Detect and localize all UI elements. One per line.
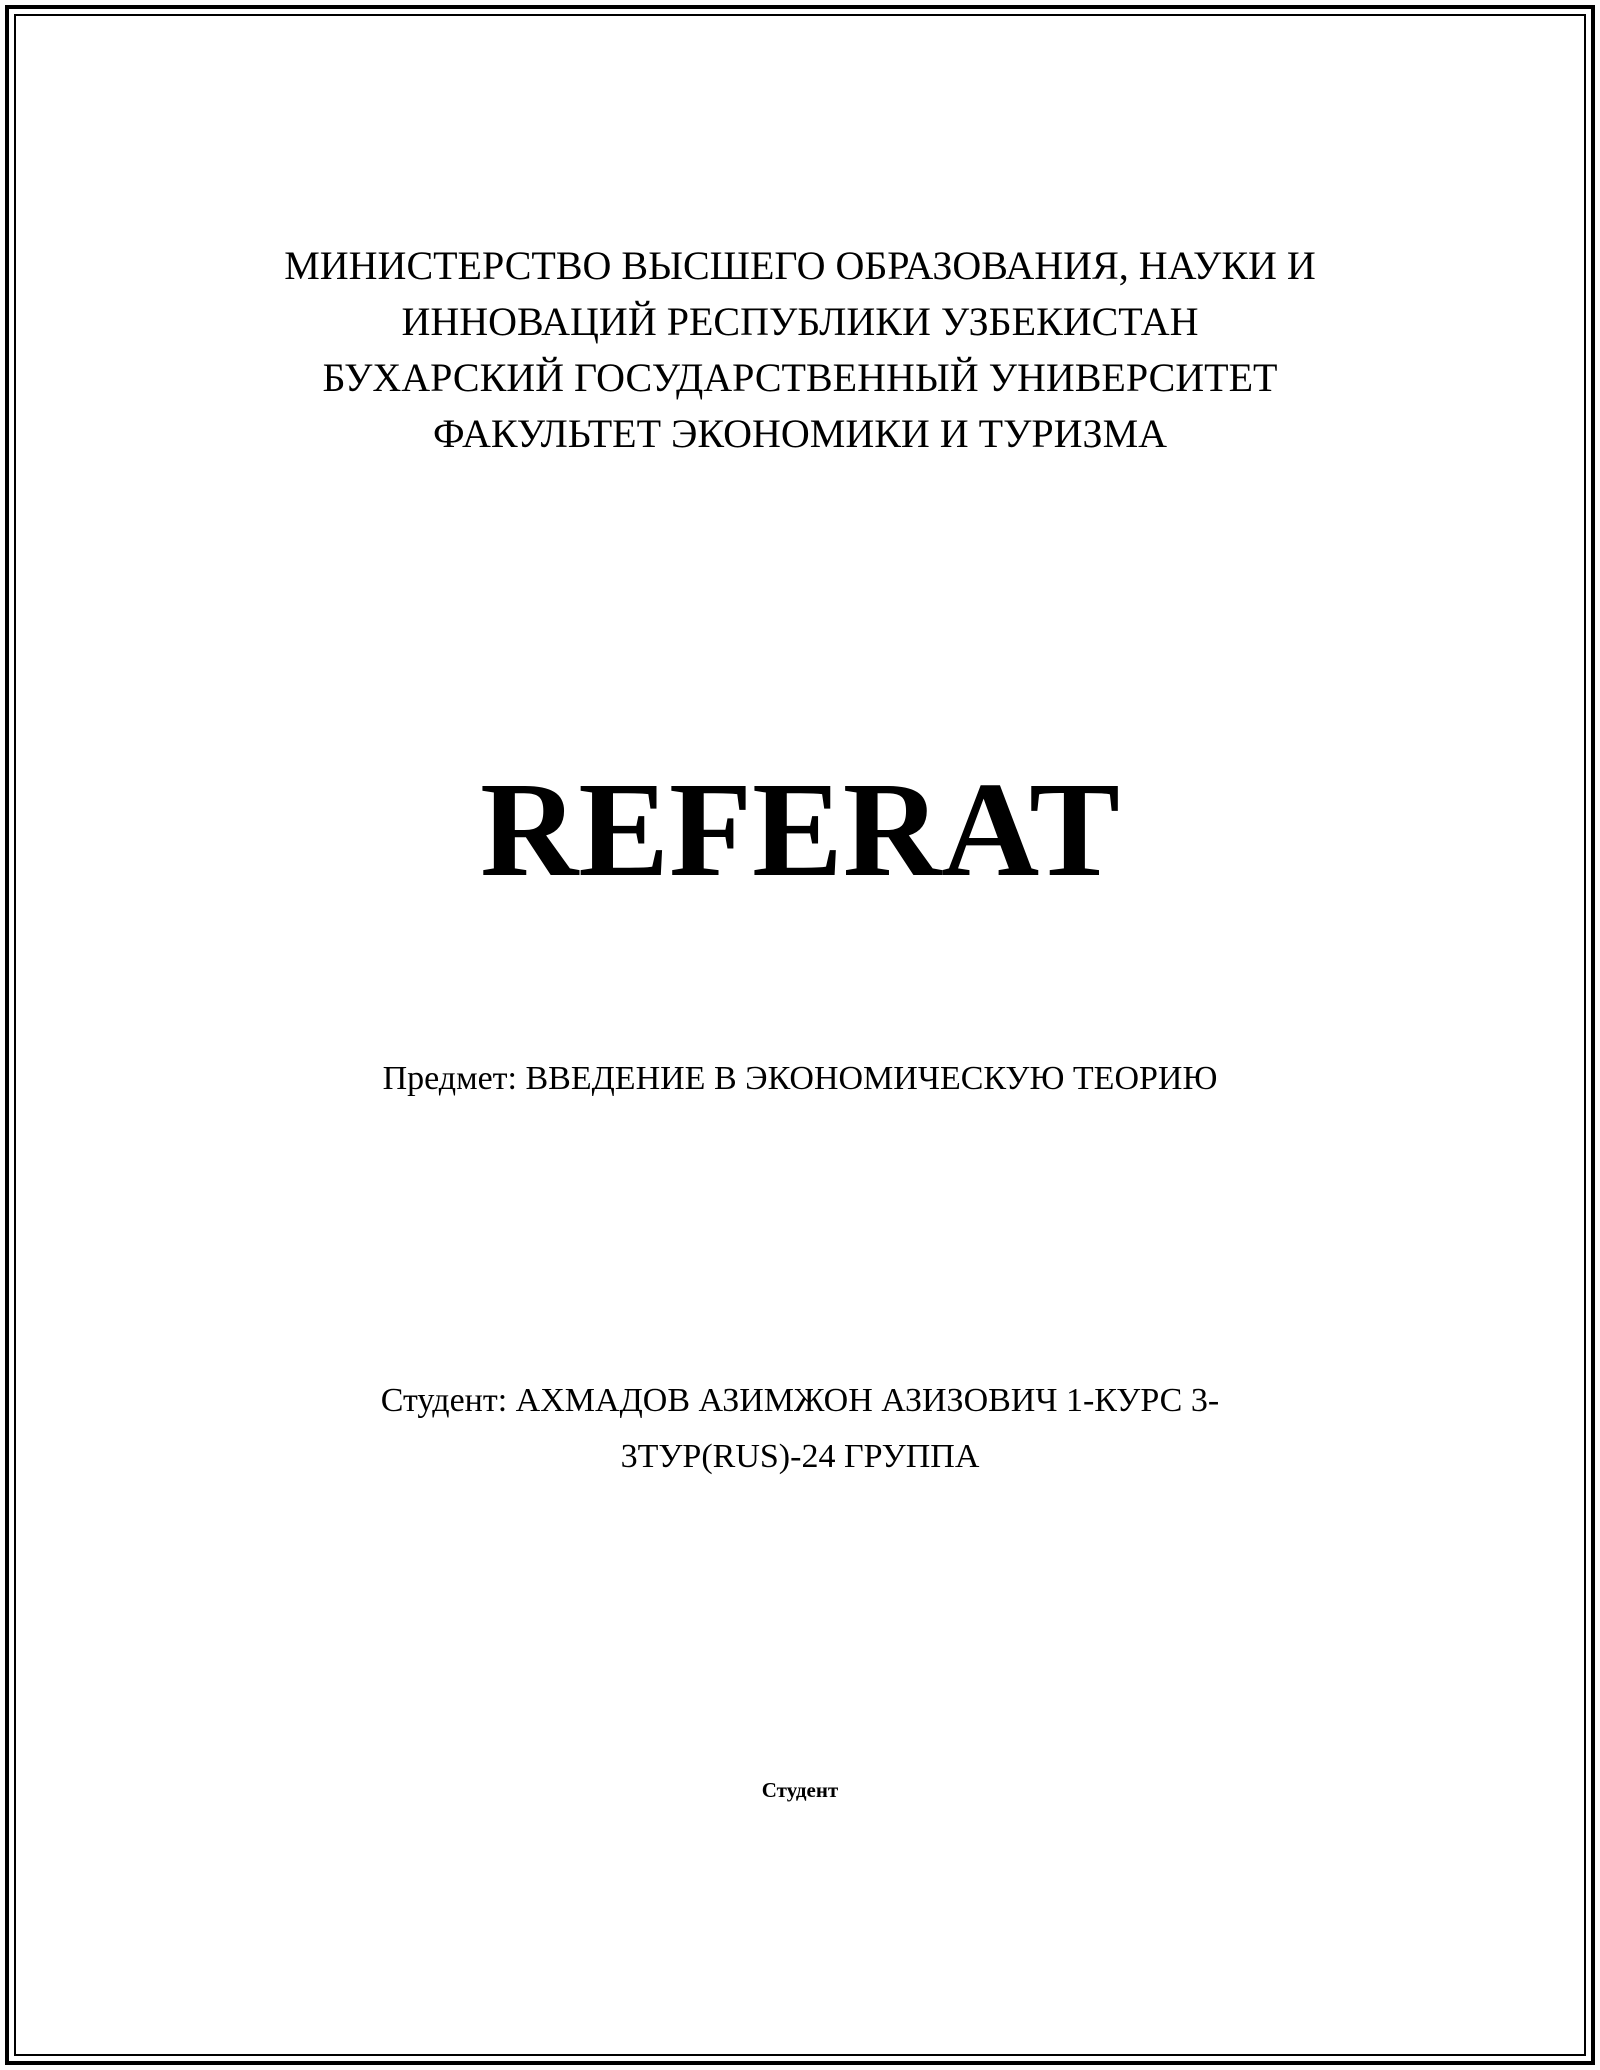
student-info [0,1373,1600,1485]
document-title: REFERAT [480,755,1120,905]
header-line-ministry: МИНИСТЕРСТВО ВЫСШЕГО ОБРАЗОВАНИЯ, НАУКИ И [284,243,1316,288]
subject-line: Предмет: ВВЕДЕНИЕ В ЭКОНОМИЧЕСКУЮ ТЕОРИЮ [382,1060,1218,1097]
header-line-republic: ИННОВАЦИЙ РЕСПУБЛИКИ УЗБЕКИСТАН [401,299,1199,344]
student-line-group: 3ТУР(RUS)-24 ГРУППА [620,1438,980,1475]
header-line-university: БУХАРСКИЙ ГОСУДАРСТВЕННЫЙ УНИВЕРСИТЕТ [322,355,1278,400]
header-line-faculty: ФАКУЛЬТЕТ ЭКОНОМИКИ И ТУРИЗМА [432,411,1168,456]
institution-header [0,238,1600,462]
footer-student-label: Студент [761,1778,839,1802]
student-line-name: Студент: АХМАДОВ АЗИМЖОН АЗИЗОВИЧ 1-КУРС 3- [380,1382,1220,1419]
